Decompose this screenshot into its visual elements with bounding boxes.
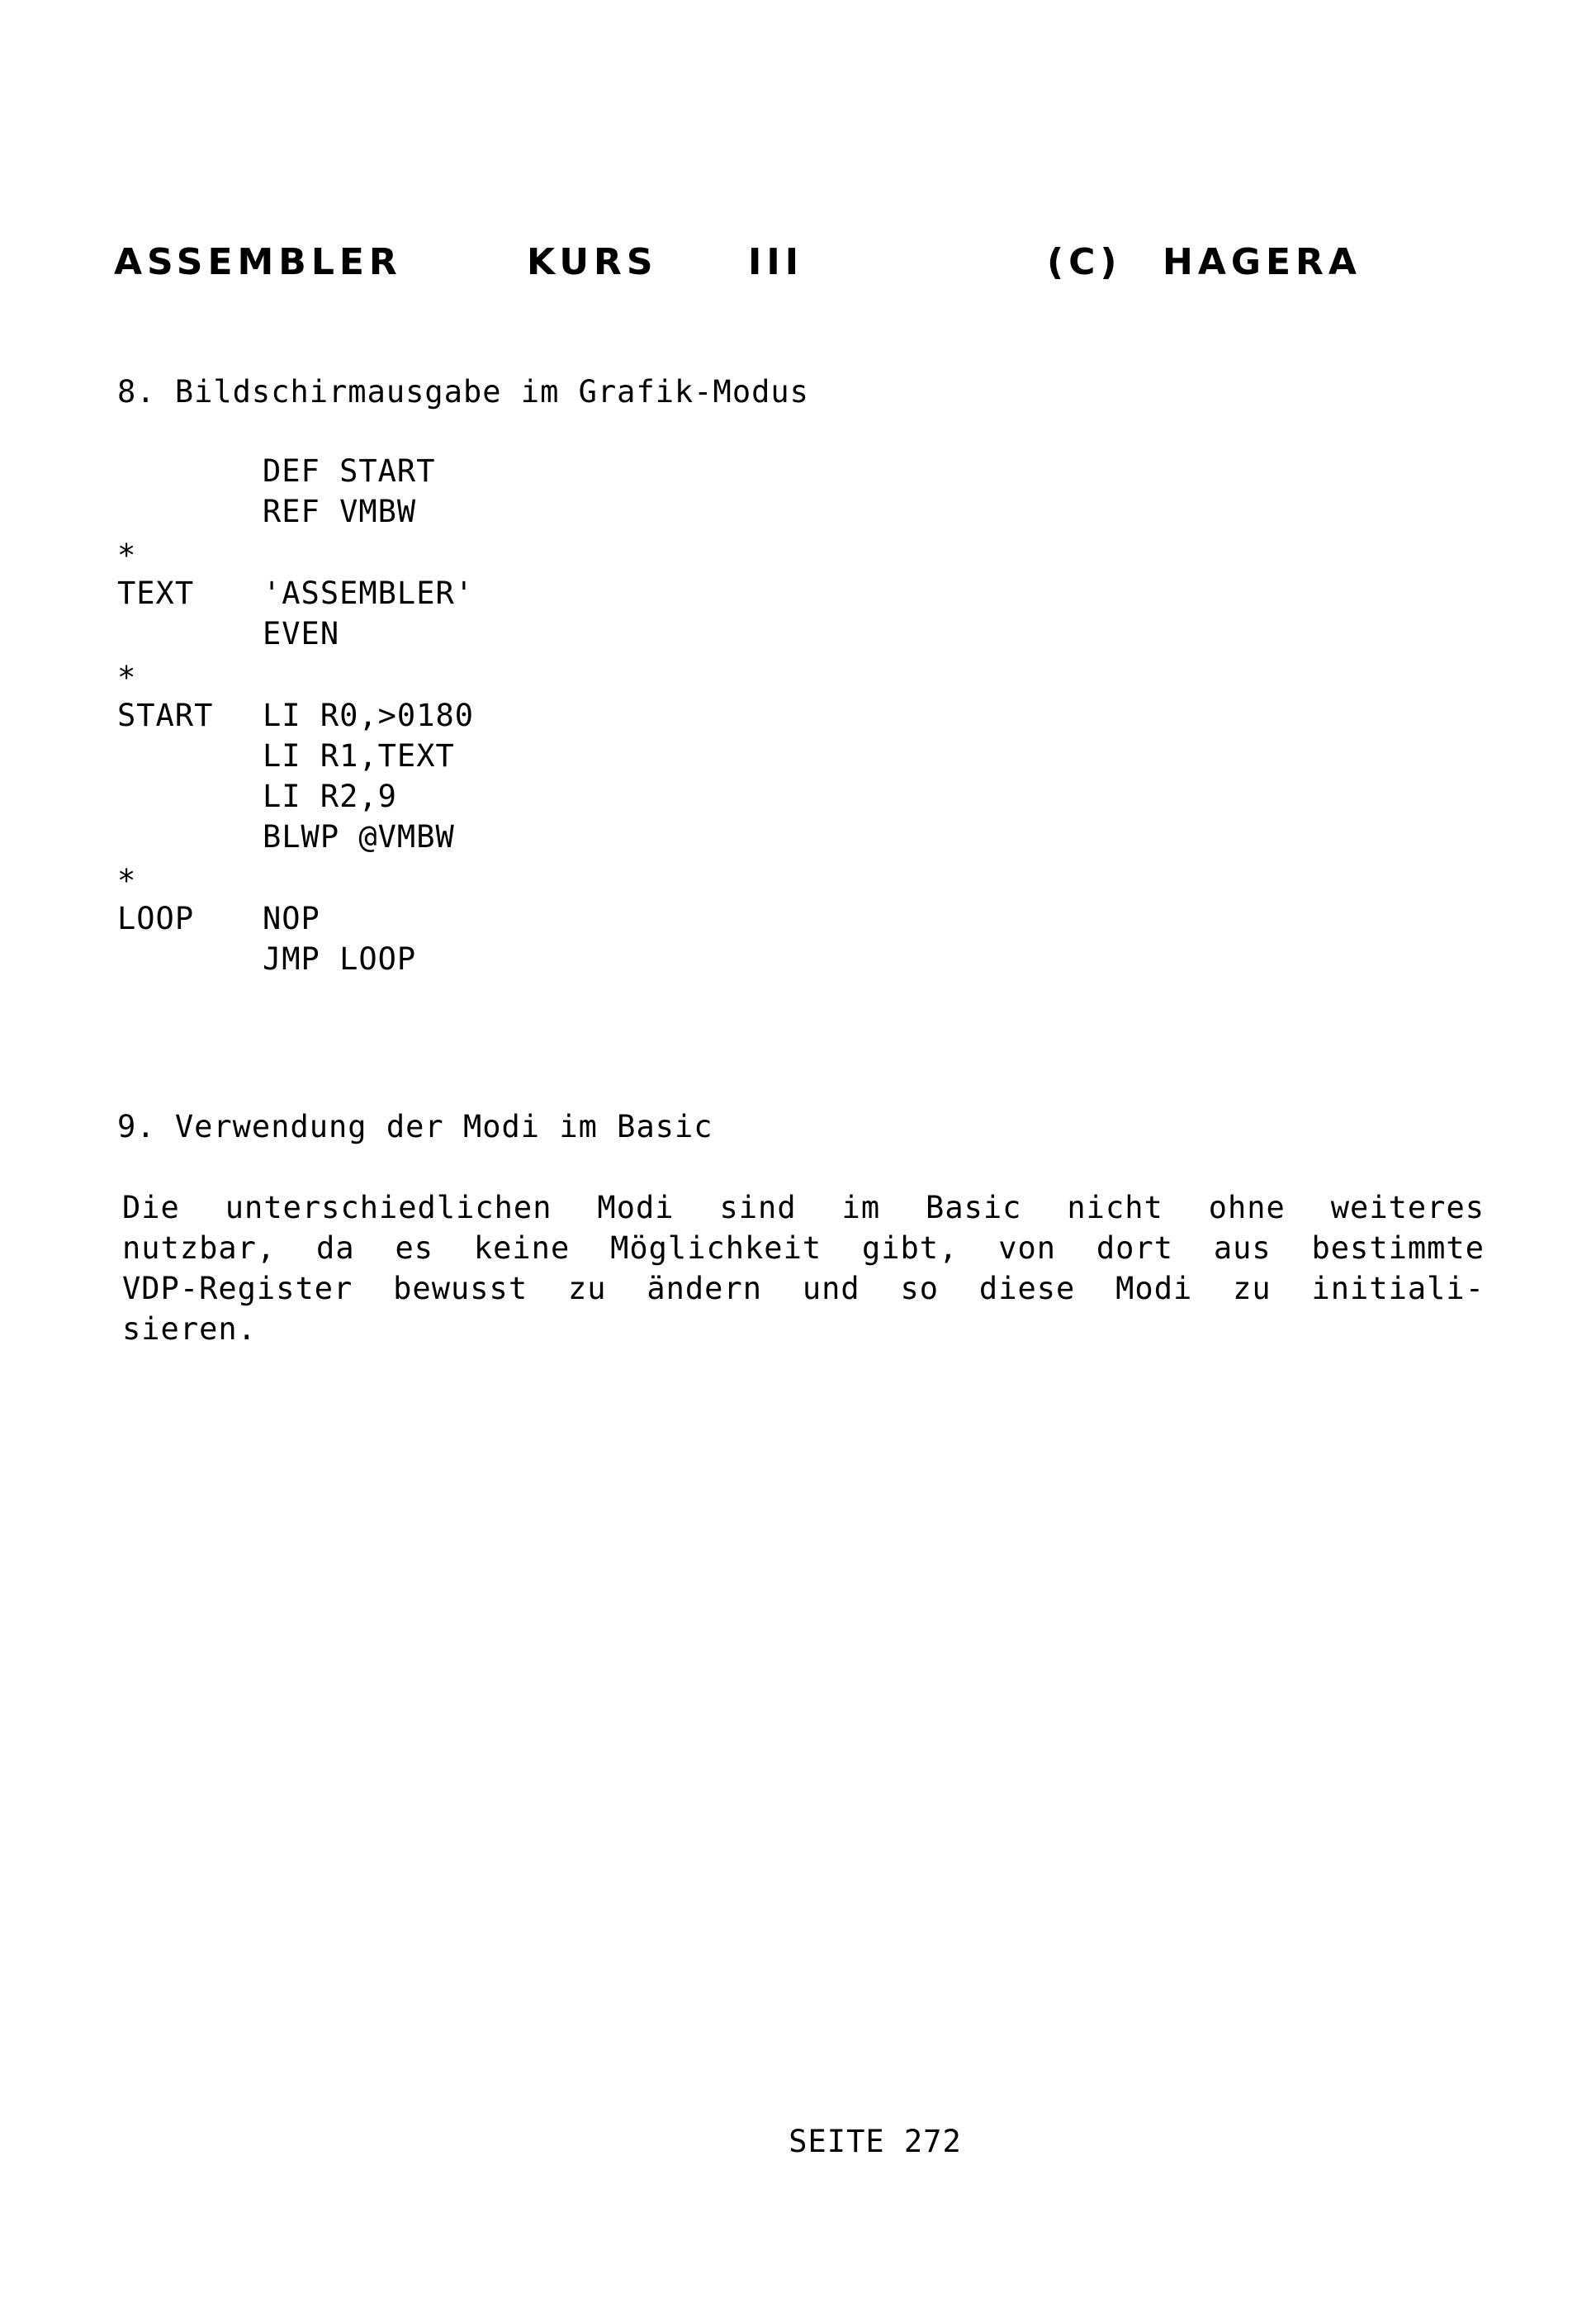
header-title: ASSEMBLER <box>114 241 402 283</box>
code-line-5: EVEN <box>263 616 340 651</box>
header-number: III <box>748 241 804 283</box>
code-comment-3: * <box>117 863 137 898</box>
page-number: SEITE 272 <box>789 2124 962 2159</box>
code-line-13: JMP LOOP <box>263 941 417 977</box>
code-line-7: LI R0,>0180 <box>263 698 475 733</box>
code-comment-2: * <box>117 660 137 695</box>
paragraph-line-1: Die unterschiedlichen Modi sind im Basic nicht ohne weiteres <box>122 1190 1485 1225</box>
code-line-8: LI R1,TEXT <box>263 738 455 774</box>
paragraph-line-2: nutzbar, da es keine Möglichkeit gibt, von dort aus bestimmte <box>122 1230 1485 1266</box>
paragraph-line-4: sieren. <box>122 1311 257 1347</box>
code-label-start: START <box>117 698 214 733</box>
code-label-loop: LOOP <box>117 901 195 936</box>
code-line-1: DEF START <box>263 453 436 489</box>
code-line-12: NOP <box>263 901 320 936</box>
section-8-heading: 8. Bildschirmausgabe im Grafik-Modus <box>117 374 809 410</box>
code-line-2: REF VMBW <box>263 494 417 529</box>
code-line-9: LI R2,9 <box>263 779 397 814</box>
code-label-text: TEXT <box>117 576 195 611</box>
header-kurs: KURS <box>527 241 658 283</box>
code-comment-1: * <box>117 538 137 573</box>
code-line-10: BLWP @VMBW <box>263 819 455 855</box>
header-copyright: (C) <box>1047 241 1122 283</box>
section-9-heading: 9. Verwendung der Modi im Basic <box>117 1109 713 1144</box>
header-author: HAGERA <box>1163 241 1362 283</box>
paragraph-line-3: VDP-Register bewusst zu ändern und so diese Modi zu initiali- <box>122 1271 1485 1306</box>
code-line-4: 'ASSEMBLER' <box>263 576 475 611</box>
page-header <box>114 241 1418 291</box>
